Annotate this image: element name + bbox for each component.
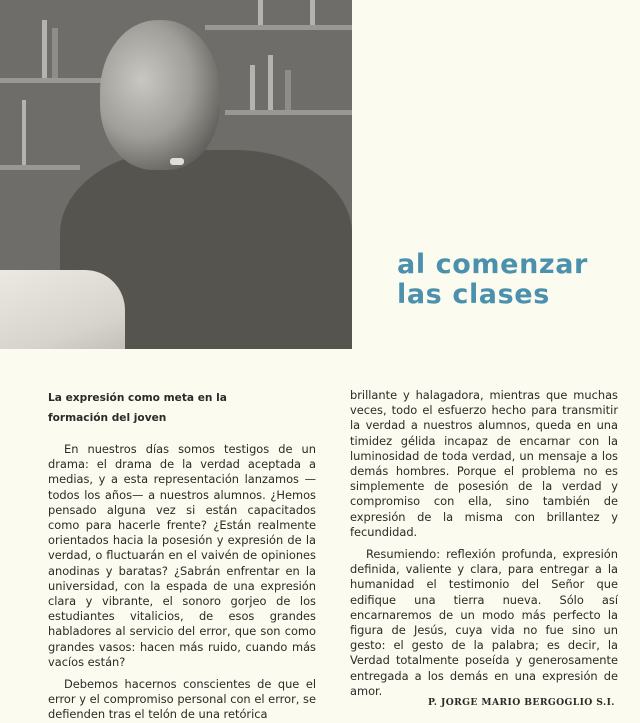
subheading-line-1: La expresión como meta en la: [48, 392, 227, 404]
open-book: [0, 270, 125, 349]
paragraph: En nuestros días somos testigos de un drama: el drama de la verdad aceptada a medias, y a esta representación lanzamos —todos los años— a nuestros alumnos. ¿Hemos pensado alguna vez si están capacitados como para hacerle frente? ¿Están realmente orientados hacia la posesión y expresión de la verdad, o fluctuarán en el vaivén de opiniones anodinas y baratas? ¿Sabrán enfrentar en la universidad, con la espada de una expresión clara y vibrante, el sonoro gorjeo de los estudiantes vitalicios, de esos grandes habladores al servicio del error, que son como grandes vasos: hacen más ruido, cuando más vacíos están?: [48, 442, 316, 669]
book-spine: [52, 28, 58, 78]
paragraph: Resumiendo: reflexión profunda, expresión definida, valiente y clara, para entregar a la humanidad el testimonio del Señor que edifique una tierra nueva. Sólo así encarnaremos de un modo más perfecto la figura de Jesús, cuya vida no fue sino un gesto: el gesto de la palabra; es decir, la Verdad totalmente poseída y generosamente entregada a los demás en una expresión de amor.: [350, 547, 618, 698]
book-spine: [258, 0, 263, 25]
book-spine: [310, 0, 315, 25]
paragraph-continued: brillante y halagadora, mientras que muchas veces, todo el esfuerzo hecho para transmitir la verdad a nuestros alumnos, queda en una timidez gélida incapaz de encarnar con la luminosidad de toda verdad, un mensaje a los demás hombres. Porque el problema no es simplemente de posesión de la verdad y compromiso con ella, sino también de expresión de la misma con brillantez y fecundidad.: [350, 388, 618, 539]
article-subheading: [48, 388, 316, 428]
bookshelf: [0, 165, 80, 170]
head: [100, 20, 220, 170]
author-signature: P. JORGE MARIO BERGOGLIO S.I.: [428, 697, 615, 708]
book-spine: [268, 55, 273, 110]
paragraph: Debemos hacernos conscientes de que el error y el compromiso personal con el error, se defienden tras el telón de una retórica: [48, 677, 316, 722]
book-spine: [285, 70, 291, 110]
collar: [170, 158, 184, 165]
left-column: [48, 388, 316, 723]
title-line-1: al comenzar: [397, 249, 588, 280]
bookshelf: [205, 25, 352, 30]
priest-photo: [0, 0, 352, 349]
title-line-2: las clases: [397, 279, 550, 310]
right-column: [350, 388, 618, 699]
book-spine: [22, 100, 26, 165]
subheading-line-2: formación del joven: [48, 412, 167, 424]
book-spine: [42, 20, 47, 78]
book-spine: [250, 65, 255, 110]
article-title: [397, 250, 588, 310]
bookshelf: [225, 110, 352, 115]
